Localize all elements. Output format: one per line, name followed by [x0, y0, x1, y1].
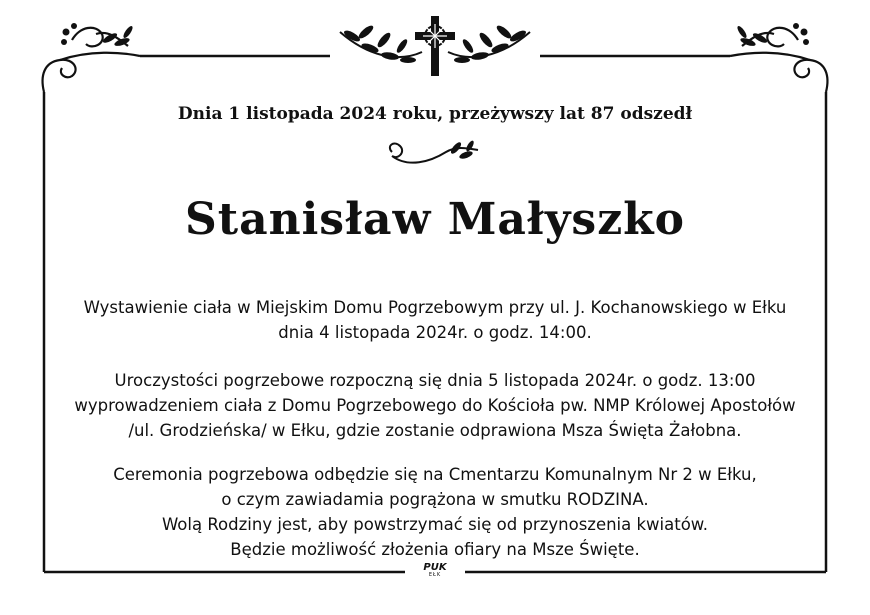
announcement-header: Dnia 1 listopada 2024 roku, przeżywszy lat 87 odszedł [177, 104, 693, 124]
paragraph-line: Wolą Rodziny jest, aby powstrzymać się od przynoszenia kwiatów. [161, 515, 709, 534]
company-logo [412, 563, 458, 578]
paragraph-line: Uroczystości pogrzebowe rozpoczną się dnia 5 listopada 2024r. o godz. 13:00 [114, 371, 756, 390]
deceased-name: Stanisław Małyszko [184, 194, 686, 245]
paragraph-line: o czym zawiadamia pogrążona w smutku RODZINA. [221, 490, 649, 509]
paragraph-line: Ceremonia pogrzebowa odbędzie się na Cmentarzu Komunalnym Nr 2 w Ełku, [113, 465, 757, 484]
paragraph-ceremony [40, 368, 830, 443]
laurel-ornament-right [448, 24, 530, 63]
paragraph-line: Będzie możliwość złożenia ofiary na Msze Święte. [230, 540, 640, 559]
logo-text: PUK [423, 562, 447, 573]
paragraph-line: dnia 4 listopada 2024r. o godz. 14:00. [278, 323, 592, 342]
logo-subtext: EŁK [428, 572, 442, 578]
cross-icon [415, 16, 455, 76]
paragraph-line: /ul. Grodzieńska/ w Ełku, gdzie zostanie odprawiona Msza Święta Żałobna. [128, 421, 742, 440]
paragraph-line: wyprowadzeniem ciała z Domu Pogrzebowego do Kościoła pw. NMP Królowej Apostołów [74, 396, 796, 415]
paragraph-viewing [40, 295, 830, 345]
laurel-ornament-left [340, 24, 422, 63]
paragraph-burial [40, 462, 830, 562]
paragraph-line: Wystawienie ciała w Miejskim Domu Pogrzebowym przy ul. J. Kochanowskiego w Ełku [83, 298, 787, 317]
corner-flourish-right [730, 23, 827, 92]
